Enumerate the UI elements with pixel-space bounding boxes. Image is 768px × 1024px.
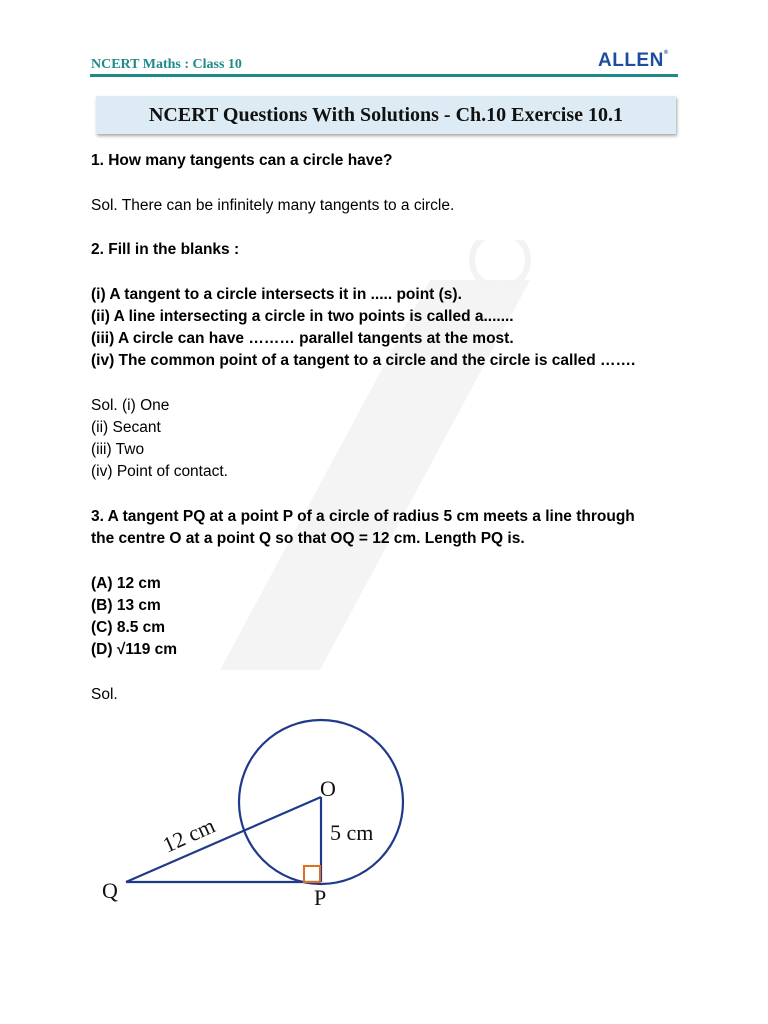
q2-part-1: (i) A tangent to a circle intersects it in ..... point (s). [91,286,462,303]
page-title: NCERT Questions With Solutions - Ch.10 Exercise 10.1 [148,103,623,126]
label-p: P [314,885,327,910]
q2-part-3: (iii) A circle can have ……… parallel tangents at the most. [91,330,514,347]
label-q: Q [102,878,118,903]
q2-solution-3: (iii) Two [91,441,145,458]
q3-question-line-1: 3. A tangent PQ at a point P of a circle of radius 5 cm meets a line through [91,508,635,525]
line-oq [126,797,321,882]
q2-part-4: (iv) The common point of a tangent to a circle and the circle is called ……. [91,352,636,369]
q2-solution-4: (iv) Point of contact. [91,463,228,480]
q3-option-c: (C) 8.5 cm [91,619,166,636]
label-o: O [320,776,336,801]
q2-question: 2. Fill in the blanks : [91,241,240,258]
q3-option-b: (B) 13 cm [91,597,161,614]
brand-name: ALLEN [598,50,664,71]
q3-question-line-2: the centre O at a point Q so that OQ = 12 cm. Length PQ is. [91,530,525,547]
label-op-length: 5 cm [330,820,374,845]
subject-header: NCERT Maths : Class 10 [91,57,242,72]
q2-solution-1: Sol. (i) One [91,397,170,414]
q1-question: 1. How many tangents can a circle have? [91,152,393,169]
q3-solution: Sol. [91,686,118,703]
q3-option-a: (A) 12 cm [91,575,161,592]
q2-part-2: (ii) A line intersecting a circle in two points is called a....... [91,308,514,325]
registered-mark: ® [663,50,669,56]
q3-option-d: (D) √119 cm [91,641,178,658]
right-angle-mark [304,866,320,882]
q1-solution: Sol. There can be infinitely many tangents to a circle. [91,197,455,214]
q2-solution-2: (ii) Secant [91,419,161,436]
label-oq-length: 12 cm [158,812,219,858]
